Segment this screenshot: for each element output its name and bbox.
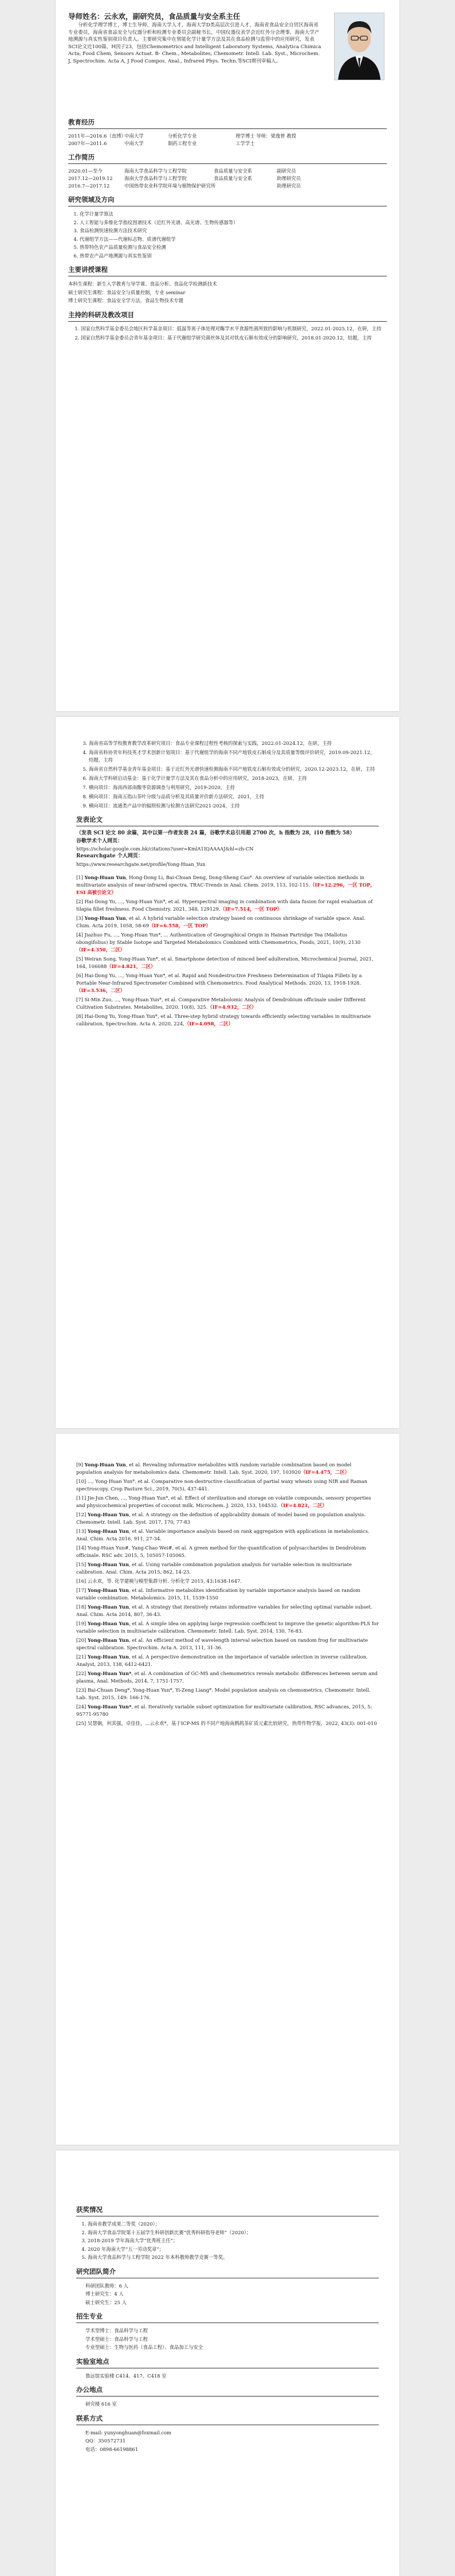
- researchgate-link[interactable]: https://www.researchgate.net/profile/Yong-Huan_Yun: [76, 861, 206, 867]
- impact-factor-badge: （IF=4.821，二区）: [278, 1502, 327, 1508]
- impact-factor-badge: （IF=3.536，二区）: [76, 987, 125, 993]
- impact-factor-badge: （IF=7.514，一区 TOP）: [220, 905, 283, 912]
- publication-item: [76, 1561, 379, 1576]
- tutor-label: 导师姓名: [68, 12, 97, 21]
- lab-location: 鲁远馆实验楼 C414、417、C418 室: [85, 2372, 167, 2379]
- list-item: 5. 海南省自然科学基金青年基金项目：基于近红外光谱快速检测海南不同产地铁皮石斛有效成分的研究，2020.12-2023.12，在研，主持: [89, 766, 379, 773]
- research-title: 研究领域及方向: [68, 193, 387, 206]
- publication-author: Yong-Huan Yun: [87, 1512, 129, 1517]
- publication-author: Yong-Huan Yun*: [87, 1671, 132, 1676]
- scholar-link[interactable]: https://scholar.google.com.hk/citations?user=KmlA1IQAAAAJ&hl=zh-CN: [76, 846, 254, 852]
- publication-item: [76, 1653, 379, 1668]
- publication-item: [76, 955, 379, 970]
- profile-photo: [334, 13, 385, 80]
- list-item: 4. 海南省科协青年科技英才学术创新计划项目：基于代谢组学的海南不同产地铁皮石斛成分及其质量等级评价研究，2019.09-2021.12，结题，主持: [89, 749, 379, 764]
- publication-item: [76, 1528, 379, 1543]
- publication-item: [76, 1637, 379, 1652]
- page-3: [56, 1434, 399, 2145]
- publication-number: [5]: [76, 955, 85, 962]
- list-item: 4. 2020 年海南大学“五一劳动奖章”；: [88, 2245, 379, 2254]
- list-item: 9. 横向项目：流通类产品中的辐照检测与检测方法研究2021-2024，主持: [89, 802, 379, 810]
- publication-item: [76, 1578, 379, 1585]
- portrait-image: [335, 13, 384, 80]
- list-item: 1. 化学计量学算法: [80, 210, 387, 218]
- publication-item: [76, 1461, 379, 1476]
- publication-number: [7]: [76, 996, 85, 1002]
- contact-qq: QQ：350572731: [85, 2438, 126, 2444]
- team-teachers: 科研团队教师：6 人: [85, 2282, 128, 2289]
- tutor-line: 导师姓名：云永欢，副研究员，食品质量与安全系主任: [68, 12, 241, 21]
- publication-item: [76, 1703, 379, 1718]
- impact-factor-badge: （IF=6.558，一区 TOP）: [148, 922, 211, 928]
- tutor-bio: 分析化学理学博士，博士生导师，海南大学人才，海南大学D类高层次引进人才，海南省食品安全自贸区海南省专业委员，海南省食品安全与仪器分析和检测专业委员会副秘书长，中国仪器仪表学会近红外分会理事，海南大学产地溯源与真实性鉴别项目负责人。主要研究集中在智能化学计量学方法及其在食品检测与监管中的应用研究，发表SCI论文近100篇，H因子23，包括Chemometrics and Intelligent Laboratory Systems, Analytica Chimica Acta, Food Chem, Sensors Actuat. B- Chem., Metabolites, Chemometr. Intell. Lab. Syst., Microchem. J, Spectrochim. Acta A, J Food Compos. Anal., Infrared Phys. Techn.等SCI期刊审稿人。: [68, 22, 321, 64]
- publication-text: , et al. A strategy on the definition of applicability domain of model based on population analysis. Chemometr. Intell. Lab. Syst. 2017, 170, 77-83: [76, 1512, 366, 1525]
- publication-number: [19]: [76, 1621, 88, 1626]
- publication-list-1: [76, 874, 379, 1028]
- publication-author: Yong-Huan Yun: [87, 1637, 129, 1643]
- publication-item: [76, 1587, 379, 1602]
- publications-title: 发表论文: [76, 813, 379, 826]
- publication-author: Yong-Huan Yun: [87, 1621, 129, 1626]
- list-item: 2. 海南大学食品学院第十五届学生科研创新比赛“优秀科研指导老师”（2020）；: [88, 2228, 379, 2237]
- publication-item: [76, 972, 379, 994]
- list-item: 2. 人工智能与多维化学指纹图谱技术（近红外光谱、高光谱、生物传感器等）: [80, 218, 387, 227]
- publication-item: [76, 1511, 379, 1526]
- work-list: [68, 167, 387, 190]
- publication-text: ..., Yong-Huan Yun*. et al. Comparative non-destructive classification of partial waxy wheats using NIR and Raman spectroscopy. Crop Pasture Sci., 2019, 70(5), 437-441.: [76, 1478, 368, 1492]
- page-1: [56, 0, 399, 711]
- tutor-title: 副研究员: [132, 12, 162, 21]
- publication-number: [12]: [76, 1512, 88, 1517]
- work-row: 2020.01—至今 海南大学食品科学与工程学院 食品质量与安全系 副研究员: [68, 168, 296, 174]
- researchgate-label: Researchgate 个人网页：: [76, 853, 143, 859]
- projects-title: 主持的科研及教改项目: [68, 309, 387, 322]
- publication-number: [16]: [76, 1578, 88, 1584]
- publication-number: [15]: [76, 1562, 88, 1567]
- contact-phone: 电话：0898-66198861: [85, 2446, 138, 2452]
- publication-text: , et al. A simple idea on applying large regression coefficient to improve the genetic algorithm-PLS for variable selection in multivariate calibration. Chemometr. Intell. Lab. Syst. 2014, 130, 76-83.: [76, 1621, 379, 1634]
- publication-text: Jie-Jun Chen, ..., Yong-Huan Yun*, et al. Effect of sterilization and storage on volatile compounds, sensory properties and physicochemical properties of coconut milk. Microchem. J. 2020, 153, 104532.: [76, 1495, 371, 1508]
- publication-number: [13]: [76, 1528, 88, 1534]
- list-item: 6. 热带农产品产地溯源与真实性鉴别: [80, 252, 387, 260]
- list-item: 2. 国家自然科学基金委员会青年基金项目：基于代谢组学研究菌丝体及其对铁皮石斛有效成分的影响研究，2018.01-2020.12，结题，主持: [81, 334, 387, 342]
- publication-text: , et al. An efficient method of wavelength interval selection based on random frog for multivariate spectral calibration. Spectrochim. Acta A. 2013, 111, 31-36.: [76, 1637, 368, 1650]
- publication-number: [3]: [76, 915, 85, 921]
- teaching-undergrad: 本科生课程：新生入学教育与导学课、食品分析、食品化学检测新技术: [68, 281, 217, 287]
- projects-list-2: [76, 740, 379, 810]
- list-item: 3. 海南省高等学校教育教学改革研究项目：食品专业课程过程性考核的探索与实践，2022.01-2024.12，在研，主持: [89, 740, 379, 747]
- publication-text: , et al. Revealing informative metabolites with random variable combination based on model population analysis for metabolomics data. Chemometr. Intell. Lab. Syst. 2020, 197, 103920: [76, 1462, 352, 1475]
- publication-item: [76, 1720, 379, 1727]
- publication-item: [76, 1603, 379, 1618]
- tutor-dept: 食品质量与安全系主任: [168, 12, 241, 21]
- publication-number: [6]: [76, 972, 85, 978]
- publication-number: [23]: [76, 1687, 88, 1693]
- publication-text: Hai-Dong Yu, ..., Yong-Huan Yun*, et al. Rapid and Nondestructive Freshness Determination of Tilapia Fillets by a Portable Near-Infrared Spectrometer Combined with Chemometrics. Food Analytical Methods. 2020, 13, 1918-1928.: [76, 972, 362, 986]
- work-row: 2017.12—2019.12 海南大学食品科学与工程学院 食品质量与安全系 助理研究员: [68, 175, 301, 181]
- list-item: 6. 海南大学科研启动基金：基于化学计量学方法及其在食品分析中的应用研究，2018-2023，在研，主持: [89, 775, 379, 782]
- list-item: 7. 横向项目：海南西部南酸枣资源调查与利用研究，2019-2020，主持: [89, 784, 379, 791]
- publication-author: Yong-Huan Yun: [87, 1587, 129, 1593]
- publication-item: [76, 1478, 379, 1493]
- publication-text: , et al. Informative metabolites identification by variable importance analysis based on random variable combination. Metabolomics. 2015, 11, 1539-1550: [76, 1587, 360, 1601]
- page-4: [56, 2150, 399, 2576]
- enroll-phd: 学术型博士：食品科学与工程: [85, 2328, 148, 2333]
- publication-number: [4]: [76, 931, 85, 938]
- impact-factor-badge: （IF=12.296，一区 TOP，ESI 高被引论文）: [76, 881, 375, 895]
- publication-text: Si-Min Zuo, ..., Yong-Huan Yun*, et al. Comparative Metabolomic Analysis of Dendrobium officinale under Different Cultivation Substrates. Metabolites, 2020, 10(8), 325.: [76, 996, 366, 1010]
- publication-author: Yong-Huan Yun*: [87, 1704, 132, 1709]
- publication-number: [24]: [76, 1704, 88, 1709]
- publication-text: , et al. Using variable combination population analysis for variable selection in multivariate calibration. Anal. Chim. Acta 2015, 862, 14-23.: [76, 1562, 352, 1575]
- teaching-title: 主要讲授课程: [68, 263, 387, 276]
- teaching-phd: 博士研究生课程：食品安全学方法，食品生物技术专题: [68, 298, 183, 303]
- page-2: [56, 717, 399, 1428]
- work-row: 2016.7—2017.12 中国热带农业科学院环境与植物保护研究所 助理研究员: [68, 183, 301, 189]
- publication-item: [76, 1620, 379, 1635]
- publication-author: Yong-Huan Yun: [84, 915, 126, 921]
- publication-author: Yong-Huan Yun: [84, 874, 126, 880]
- education-title: 教育经历: [68, 116, 387, 129]
- profile-header: [68, 11, 387, 112]
- publication-text: , et al. A perspective demonstration on the importance of variable selection in inverse calibration. Analyst, 2013, 138, 6412-6421.: [76, 1654, 368, 1667]
- list-item: 1. 海南省教学成果二等奖（2020）；: [88, 2220, 379, 2228]
- publication-text: Yong-Huan Yun#, Yang-Chao Wei#, et al. A green method for the quantification of polysaccharides in Dendrobium officinale. RSC adv. 2015, 5, 105057-105065.: [76, 1545, 366, 1558]
- publication-author: Yong-Huan Yun: [84, 1462, 126, 1467]
- research-list: [68, 210, 387, 260]
- list-item: 3. 食品检测快速检测方法技术研究: [80, 227, 387, 235]
- publication-number: [21]: [76, 1654, 88, 1660]
- publication-text: , Hong-Dong Li, Bai-Chuan Deng, Dong-Sheng Cao*. An overview of variable selection methods in multivariate analysis of near-infrared spectra. TRAC-Trends in Anal. Chem. 2019, 113, 102-115.: [76, 874, 364, 888]
- awards-title: 获奖情况: [76, 2203, 379, 2216]
- list-item: 8. 横向项目：海南五指山茶叶分级与品质分析及其质量评价新方法研究，2021，主持: [89, 793, 379, 801]
- education-row: 2007年—2011.6 中南大学 制药工程专业 工学学士: [68, 140, 255, 146]
- publication-item: [76, 931, 379, 954]
- publication-number: [14]: [76, 1545, 88, 1551]
- publication-text: Hai-Dong Yu, Yong-Huan Yun*, et al. Three-step hybrid strategy towards efficiently selecting variables in multivariate calibration, Spectrochim. Acta A. 2020, 224,: [76, 1013, 371, 1027]
- publication-item: [76, 996, 379, 1011]
- publication-number: [2]: [76, 898, 85, 904]
- list-item: 4. 代谢组学方法——代谢标志物、质谱代谢组学: [80, 235, 387, 244]
- publication-number: [22]: [76, 1671, 88, 1676]
- awards-list: [76, 2220, 379, 2262]
- enroll-title: 招生专业: [76, 2310, 379, 2323]
- publication-number: [17]: [76, 1587, 88, 1593]
- publication-text: , et al. A strategy that iteratively retains informative variables for selecting optimal variable subset. Anal. Chim. Acta 2014, 807, 36-43.: [76, 1604, 372, 1617]
- enroll-pro-master: 专业型硕士：生物与医药（食品工程）、食品加工与安全: [85, 2344, 203, 2350]
- list-item: 5. 海南大学食品科学与工程学院 2022 年本科教师教学竞赛一等奖。: [88, 2253, 379, 2262]
- publication-text: Hai-Dong Yu, ..., Yong-Huan Yun*, et al. Hyperspectral imaging in combination with data fusion for rapid evaluation of tilapia fillet freshness. Food Chemistry. 2021, 348, 129129.: [76, 898, 373, 912]
- team-master: 硕士研究生：25 人: [85, 2299, 127, 2305]
- contact-email[interactable]: E-mail: yunyonghuan@foxmail.com: [85, 2429, 171, 2436]
- publication-number: [20]: [76, 1637, 88, 1643]
- publication-item: [76, 1494, 379, 1509]
- list-item: 3. 2018-2019 学年海南大学“优秀班主任”；: [88, 2237, 379, 2245]
- teaching-master: 硕士研究生课程：食品安全与质量控制，专业 seminar: [68, 289, 186, 295]
- publication-text: Weiran Song, Yong-Huan Yun*, et al. Smartphone detection of minced beef adulteration, Microchemical Journal, 2021, 164, 106088: [76, 955, 374, 969]
- team-title: 研究团队简介: [76, 2265, 379, 2278]
- publication-text: Jiazhuo Fu, ..., Yong-Huan Yun*, ... Authentication of Geographical Origin in Hainan Partridge Tea (Mallotus obongifolius) by Stable Isotope and Targeted Metabolomics Combined with Chemometrics, Foods, 2021, 10(9), 2130: [76, 931, 361, 945]
- publication-number: [11]: [76, 1495, 88, 1501]
- tutor-name: 云永欢: [104, 12, 126, 21]
- scholar-label: 谷歌学术个人网页：: [76, 838, 123, 844]
- projects-list-1: [68, 325, 387, 342]
- publication-number: [9]: [76, 1462, 85, 1467]
- publication-number: [1]: [76, 874, 85, 880]
- publication-item: [76, 1013, 379, 1028]
- education-row: 2011年—2016.6（直博） 中南大学 分析化学专业 理学博士 导师：梁逸曾 教授: [68, 133, 296, 139]
- publication-number: [10]: [76, 1478, 88, 1484]
- list-item: 1. 国家自然科学基金委员会地区科学基金项目：低温等离子体处理对酶学水平食源性菌所致的影响与机制研究，2022.01-2025.12，在研，主持: [81, 325, 387, 333]
- publication-item: [76, 1670, 379, 1685]
- publication-author: Yong-Huan Yun: [87, 1562, 129, 1567]
- publication-text: 云永欢，等. 化学建模与模型集群分析. 分析化学 2015, 43:1638-1647.: [87, 1578, 242, 1584]
- publication-text: , et al. Variable importance analysis based on rank aggregation with applications in metabolomics. Anal. Chim. Acta 2016, 911, 27-34.: [76, 1528, 370, 1541]
- contact-title: 联系方式: [76, 2412, 379, 2425]
- publication-author: Yong-Huan Yun: [87, 1654, 129, 1660]
- publication-text: 吴慧娴，何其强，卓佳佳，...云永欢*，基于ICP-MS 的不同产地海南鹧鸪茶矿质元素比较研究，热带作物学报，2022, 43(3): 001-010: [87, 1720, 377, 1726]
- enroll-master: 学术型硕士：食品科学与工程: [85, 2336, 148, 2342]
- education-list: [68, 132, 387, 147]
- publication-text: , et al. A hybrid variable selection strategy based on continuous shrinkage of variable space. Anal. Chim. Acta 2019, 1058, 58-69: [76, 915, 366, 928]
- lab-title: 实验室地点: [76, 2355, 379, 2368]
- publication-author: Yong-Huan Yun: [87, 1604, 129, 1610]
- list-item: 5. 热带特色农产品质量检测与食品安全检测: [80, 243, 387, 252]
- impact-factor-badge: （IF=4.932，二区）: [207, 1004, 257, 1010]
- office-title: 办公地点: [76, 2383, 379, 2397]
- pubs-intro: （发表 SCI 论文 80 余篇，其中以第一作者发表 24 篇，谷歌学术总引用超 2700 次，h 指数为 28，i10 指数为 58）: [76, 830, 355, 836]
- impact-factor-badge: （IF=4.350，二区）: [76, 946, 125, 953]
- publication-author: Yong-Huan Yun: [87, 1528, 129, 1534]
- office-location: 研究楼 616 室: [85, 2401, 117, 2407]
- work-title: 工作简历: [68, 151, 387, 164]
- publication-text: , et al. A combination of GC-MS and chemometrics reveals metabolic differences between serum and plasma, Anal. Methods, 2014, 7, 1751-1757.: [76, 1671, 378, 1684]
- publication-text: Bai-Chuan Deng*, Yong-Huan Yun*, Yi-Zeng Liang*. Model population analysis on chemometrics, Chemometr. Intell. Lab. Syst. 2015, 149: 166-176.: [76, 1687, 371, 1700]
- publication-number: [18]: [76, 1604, 88, 1610]
- publication-item: [76, 898, 379, 913]
- publication-list-2: [76, 1461, 379, 1727]
- publication-text: , et al. Iteratively variable subset optimization for multivariate calibration, RSC advances, 2015, 5: 95771-95780: [76, 1704, 372, 1717]
- publication-item: [76, 874, 379, 896]
- publication-number: [8]: [76, 1013, 85, 1019]
- impact-factor-badge: （IF=4.821，二区）: [107, 963, 156, 969]
- publication-item: [76, 1544, 379, 1559]
- impact-factor-badge: （IF=4.098，二区）: [184, 1020, 233, 1027]
- publication-item: [76, 915, 379, 930]
- team-phd: 博士研究生：4 人: [85, 2291, 124, 2297]
- impact-factor-badge: （IF=4.475，二区）: [300, 1469, 350, 1475]
- publication-number: [25]: [76, 1720, 88, 1726]
- publication-item: [76, 1687, 379, 1701]
